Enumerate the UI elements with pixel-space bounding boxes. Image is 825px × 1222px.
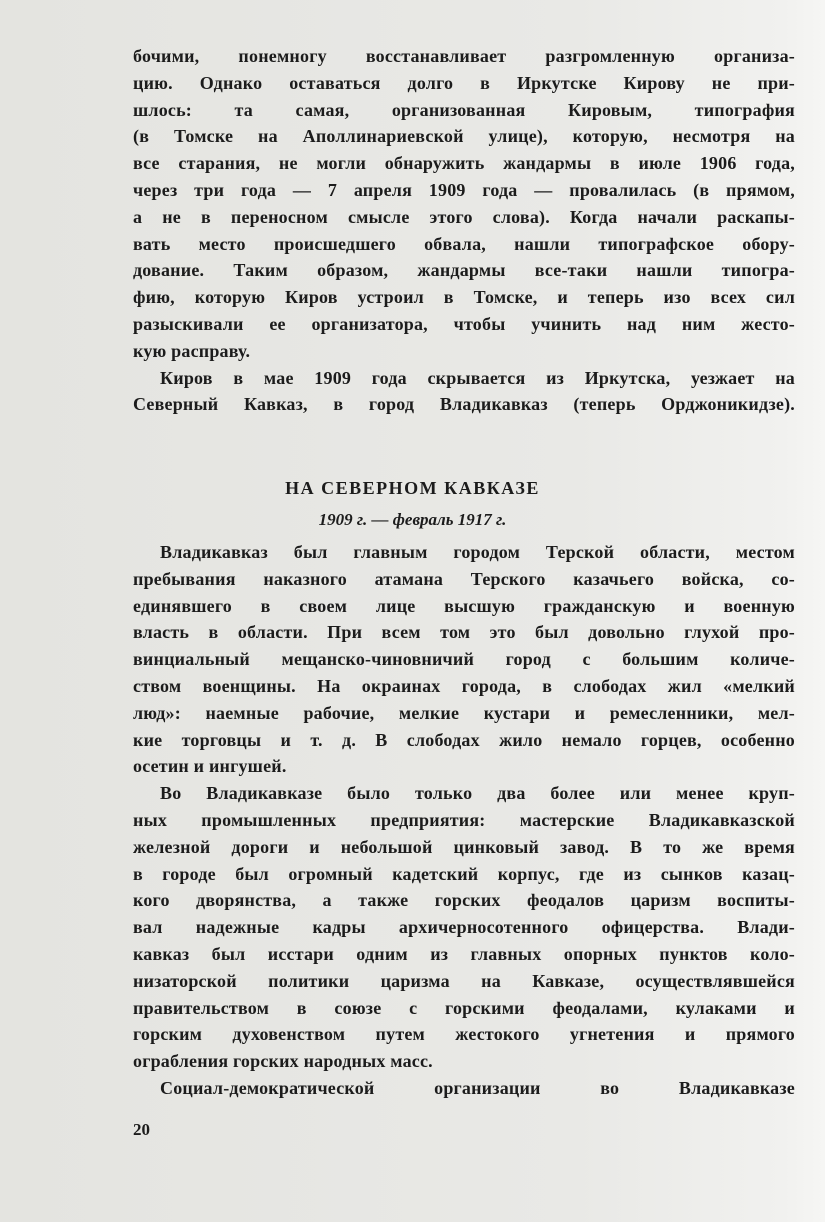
text-line: власть в области. При всем том это был довольно глухой про- [133,622,795,643]
text-line: железной дороги и небольшой цинковый завод. В то же время [133,836,795,857]
text-line: винциальный мещанско-чиновничий город с большим количе- [133,649,795,670]
paragraph [133,365,795,419]
text-line: кавказ был исстари одним из главных опорных пунктов коло- [133,943,795,964]
text-line: ством военщины. На окраинах города, в слободах жил «мелкий [133,675,795,696]
text-line: шлось: та самая, организованная Кировым, типография [133,99,795,120]
text-line: Киров в мае 1909 года скрывается из Иркутска, уезжает на [160,367,795,388]
text-block-top [133,43,795,418]
text-line: разыскивали ее организатора, чтобы учинить над ним жесто- [133,313,795,334]
text-line: пребывания наказного атамана Терского казачьего войска, со- [133,568,795,589]
text-line: горским духовенством путем жестокого угнетения и прямого [133,1024,795,1045]
paragraph [133,1075,795,1102]
text-line: фию, которую Киров устроил в Томске, и теперь изо всех сил [133,287,795,308]
text-line: а не в переносном смысле этого слова). Когда начали раскапы- [133,206,795,227]
text-block-bottom [133,539,795,1102]
text-line: вать место происшедшего обвала, нашли типографское обору- [133,233,795,254]
text-line: дование. Таким образом, жандармы все-таки нашли типогра- [133,260,795,281]
text-line: единявшего в своем лице высшую гражданскую и военную [133,595,795,616]
text-line: люд»: наемные рабочие, мелкие кустари и ремесленники, мел- [133,702,795,723]
text-line: низаторской политики царизма на Кавказе, осуществлявшейся [133,970,795,991]
page-number: 20 [133,1120,150,1139]
text-line: через три года — 7 апреля 1909 года — провалилась (в прямом, [133,179,795,200]
text-line: правительством в союзе с горскими феодалами, кулаками и [133,997,795,1018]
paragraph [133,780,795,1075]
text-line: осетин и ингушей. [133,756,287,777]
text-line: вал надежные кадры архичерносотенного офицерства. Влади- [133,917,795,938]
text-line: кую расправу. [133,340,251,361]
text-line: кие торговцы и т. д. В слободах жило немало горцев, особенно [133,729,795,750]
text-line: Социал-демократической организации во Владикавказе [160,1077,795,1098]
text-line: все старания, не могли обнаружить жандармы в июле 1906 года, [133,153,795,174]
text-line: цию. Однако оставаться долго в Иркутске Кирову не при- [133,72,795,93]
text-line: в городе был огромный кадетский корпус, где из сынков казац- [133,863,795,884]
paragraph [133,539,795,780]
text-line: бочими, понемногу восстанавливает разгромленную организа- [133,46,795,66]
paragraph [133,43,795,365]
text-line: ных промышленных предприятия: мастерские Владикавказской [133,809,795,830]
text-line: Северный Кавказ, в город Владикавказ (теперь Орджоникидзе). [133,394,795,415]
text-line: ограбления горских народных масс. [133,1051,433,1072]
chapter-title: НА СЕВЕРНОМ КАВКАЗЕ [285,478,540,498]
chapter-dates: 1909 г. — февраль 1917 г. [318,510,507,529]
text-line: (в Томске на Аполлинариевской улице), которую, несмотря на [133,126,795,147]
text-line: Во Владикавказе было только два более или менее круп- [160,783,795,804]
text-line: кого дворянства, а также горских феодалов царизм воспиты- [133,890,795,911]
text-line: Владикавказ был главным городом Терской области, местом [160,542,795,562]
